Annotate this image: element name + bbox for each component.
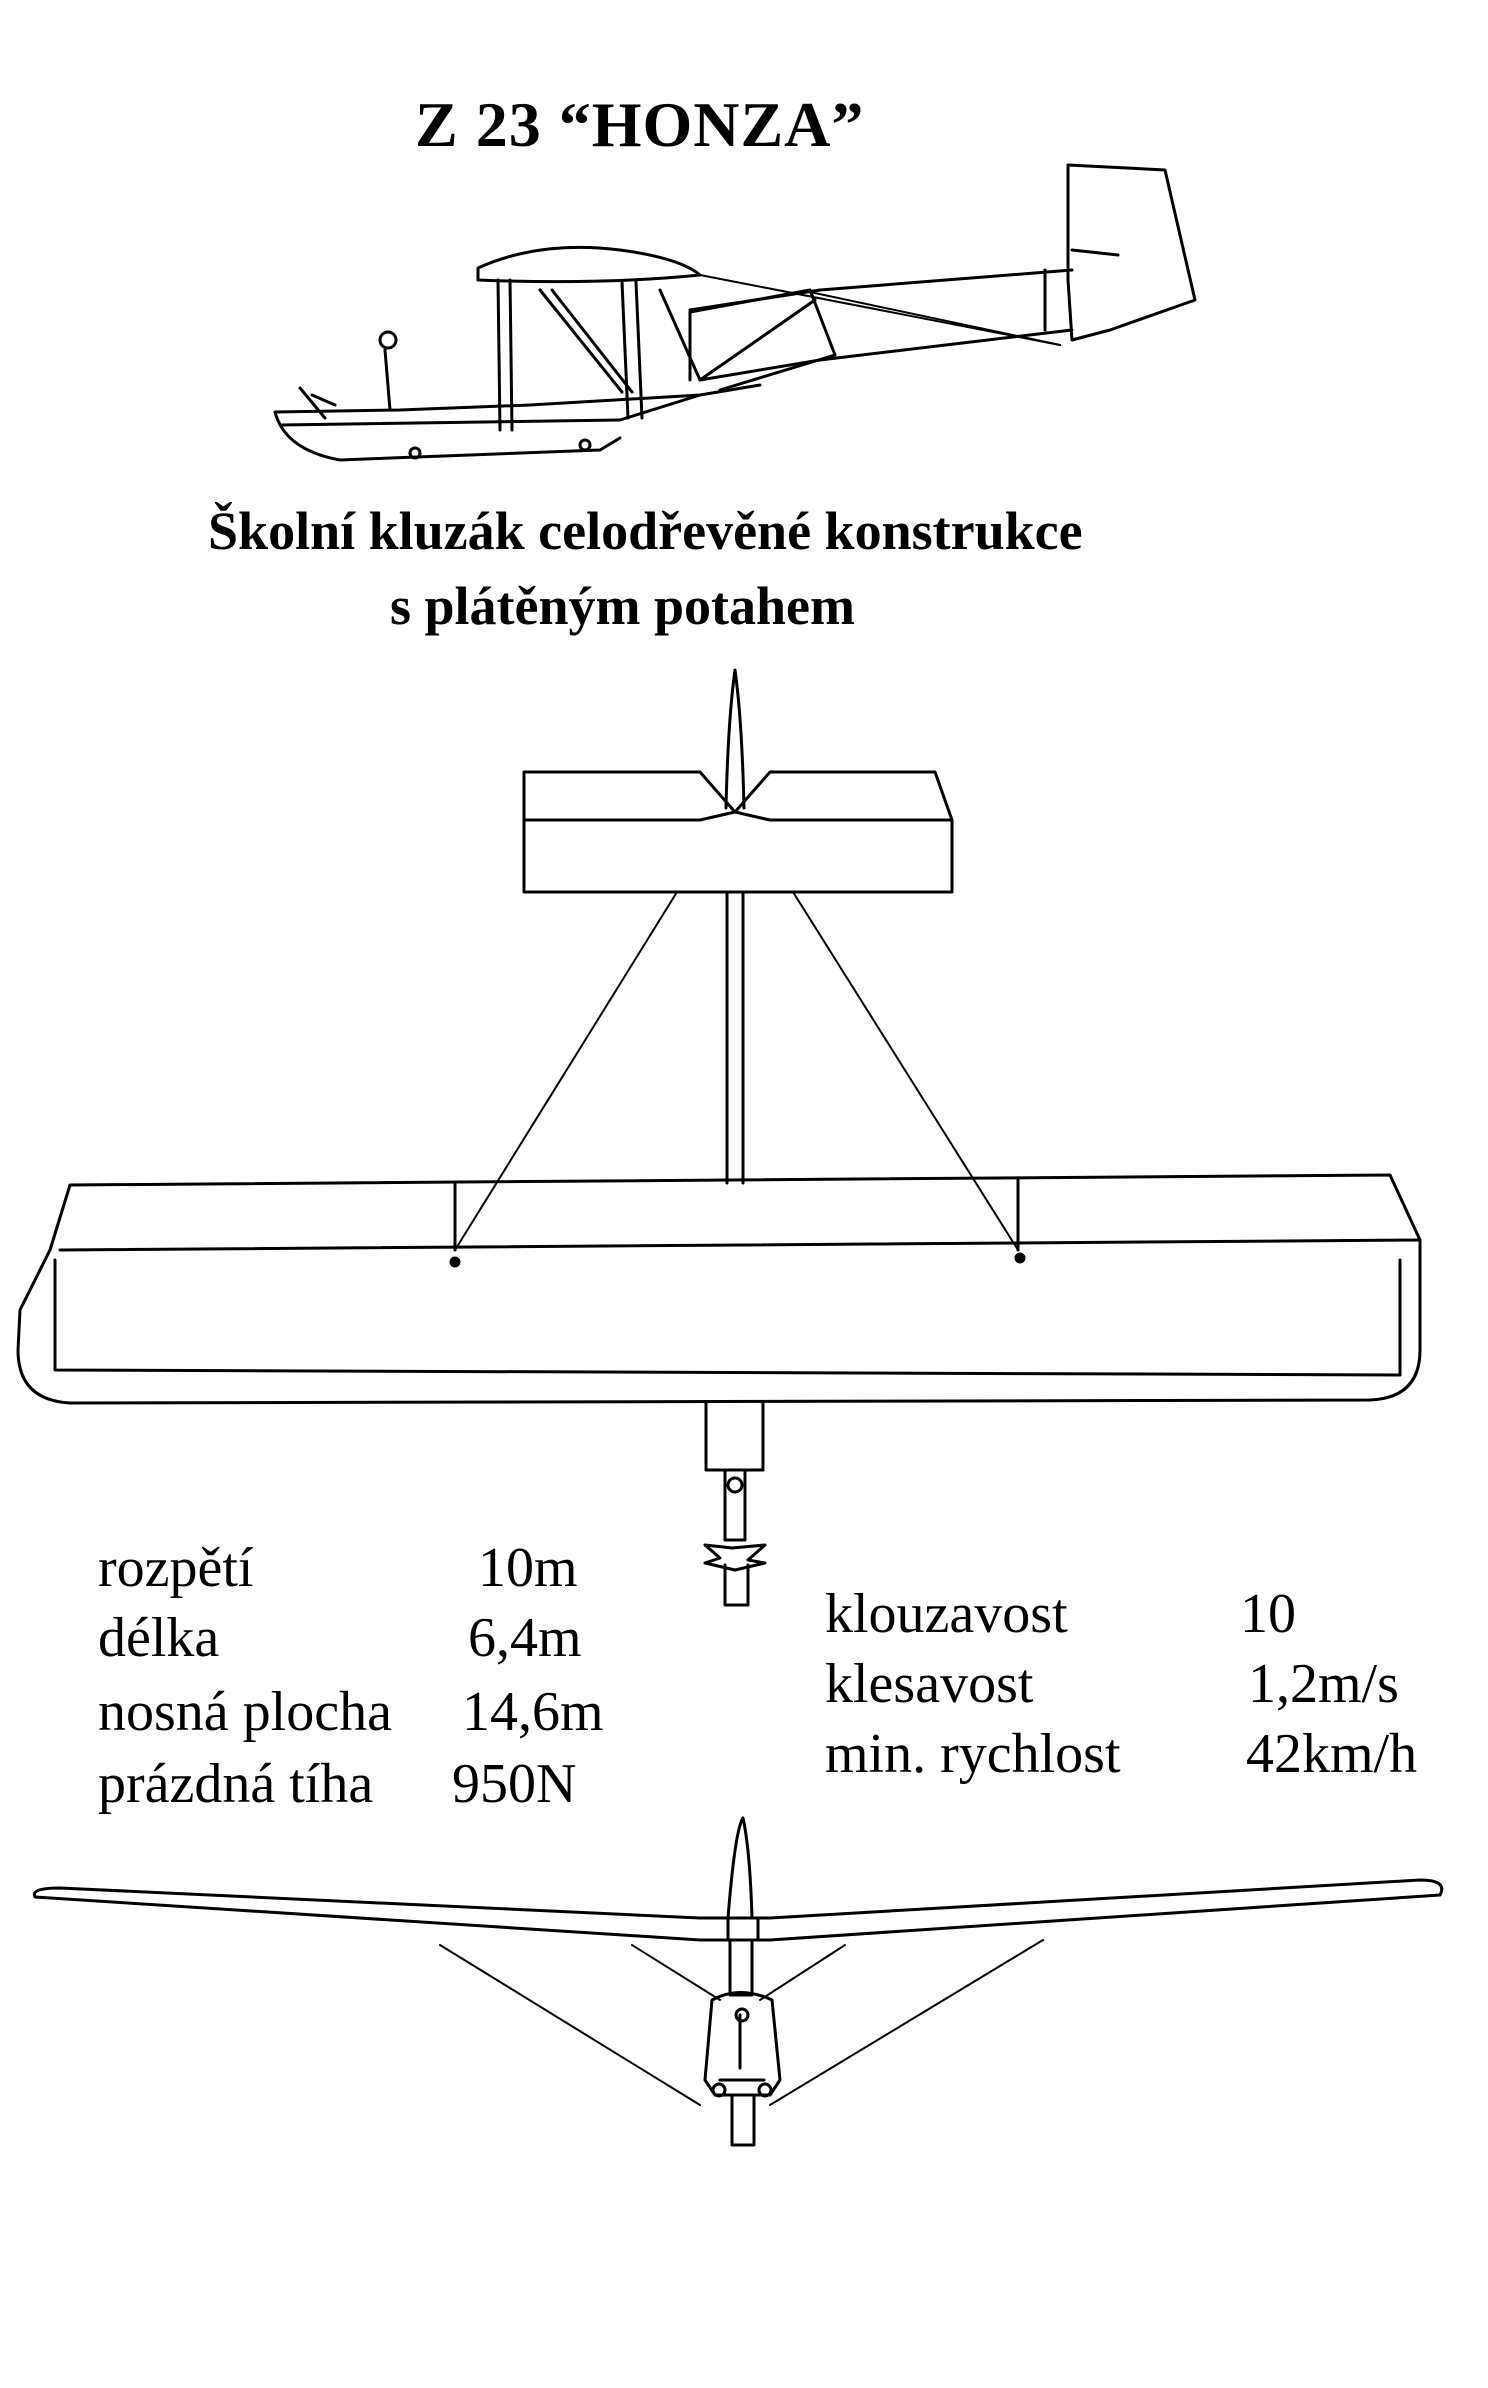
top-view-drawing bbox=[18, 670, 1420, 1605]
spec-label-empty-weight: prázdná tíha bbox=[98, 1753, 374, 1815]
spec-value-min-speed: 42km/h bbox=[1246, 1723, 1418, 1785]
spec-label-length: délka bbox=[98, 1607, 220, 1669]
spec-value-empty-weight: 950N bbox=[452, 1753, 577, 1815]
spec-label-sink-rate: klesavost bbox=[825, 1653, 1034, 1715]
side-view-drawing bbox=[275, 165, 1195, 460]
spec-value-glide-ratio: 10 bbox=[1240, 1583, 1296, 1645]
spec-label-wingspan: rozpětí bbox=[98, 1537, 254, 1599]
spec-value-sink-rate: 1,2m/s bbox=[1248, 1653, 1399, 1715]
subtitle-line-2: s plátěným potahem bbox=[390, 576, 856, 636]
spec-value-length: 6,4m bbox=[468, 1607, 582, 1669]
spec-label-wing-area: nosná plocha bbox=[98, 1681, 392, 1743]
front-view-drawing bbox=[34, 1818, 1441, 2145]
spec-value-wing-area: 14,6m bbox=[462, 1681, 604, 1743]
page-title: Z 23 “HONZA” bbox=[415, 89, 865, 160]
spec-label-glide-ratio: klouzavost bbox=[825, 1583, 1068, 1645]
spec-label-min-speed: min. rychlost bbox=[825, 1723, 1121, 1785]
subtitle-line-1: Školní kluzák celodřevěné konstrukce bbox=[208, 501, 1083, 561]
spec-value-wingspan: 10m bbox=[478, 1537, 578, 1599]
